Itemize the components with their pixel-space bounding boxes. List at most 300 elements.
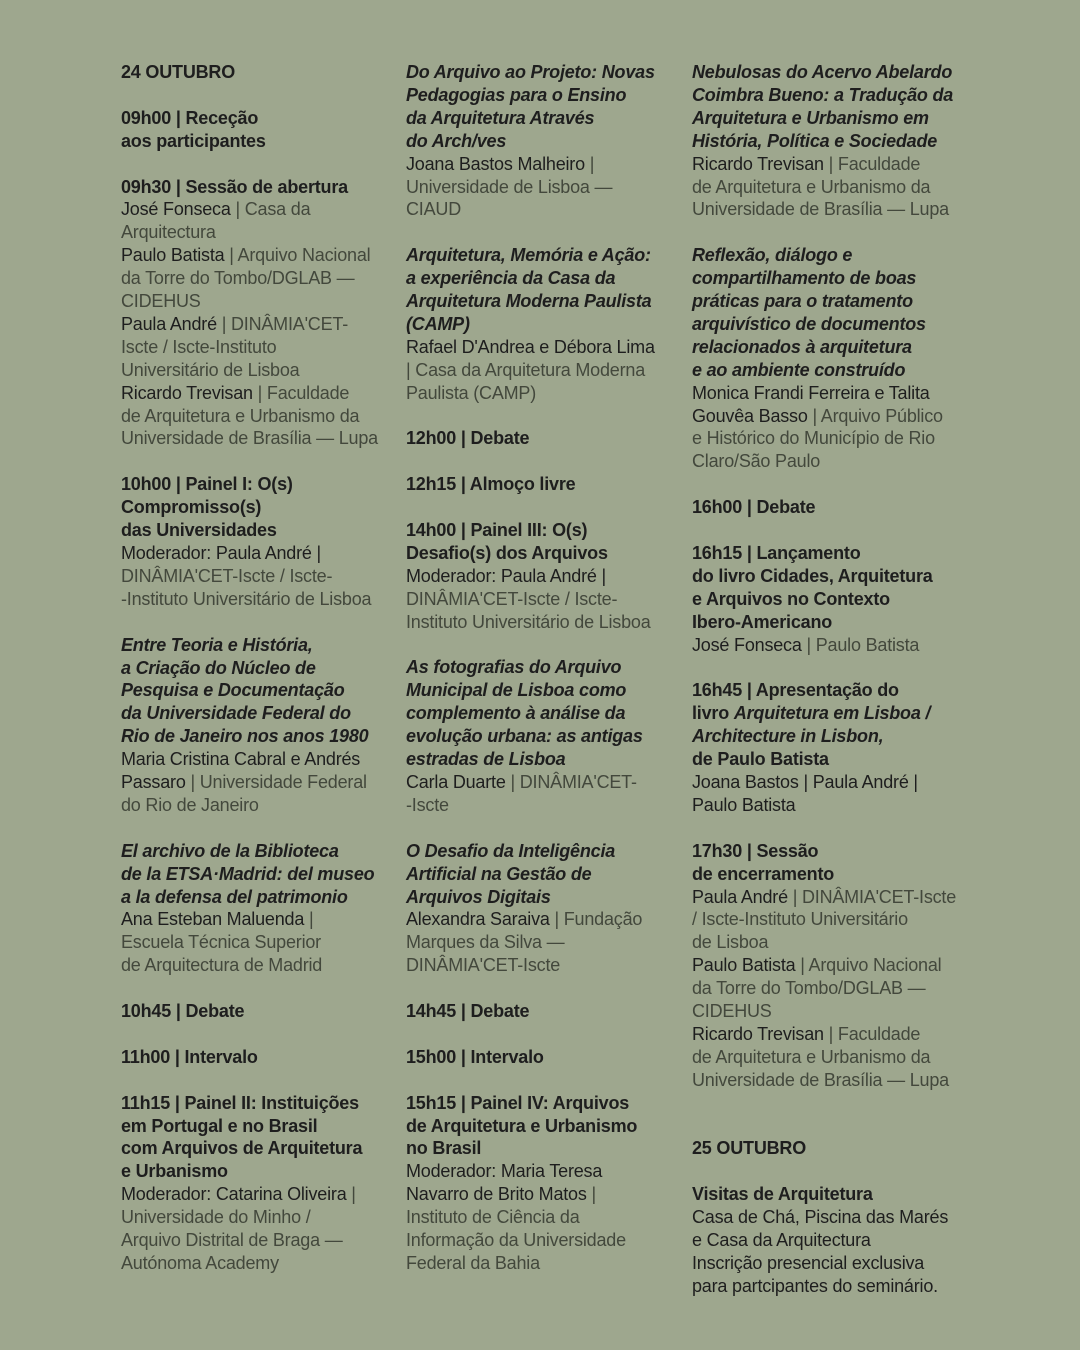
program-line: [692, 176, 982, 199]
affiliation-text: de Lisboa: [692, 932, 769, 953]
affiliation-text: Claro/São Paulo: [692, 451, 821, 472]
program-line: [121, 679, 403, 702]
program-line: [406, 267, 688, 290]
program-line: [406, 748, 688, 771]
speaker-text: Ricardo Trevisan: [692, 153, 824, 174]
talk-title-text: Rio de Janeiro nos anos 1980: [121, 726, 369, 747]
talk-title-text: Entre Teoria e História,: [121, 634, 313, 655]
affiliation-text: da Torre do Tombo/DGLAB —: [121, 268, 355, 289]
program-line: [692, 496, 982, 519]
affiliation-text: CIAUD: [406, 199, 462, 220]
program-line: [406, 1115, 688, 1138]
affiliation-text: Universidade de Lisboa —: [406, 176, 613, 197]
speaker-text: Passaro: [121, 772, 186, 793]
program-line: [692, 1252, 982, 1275]
program-line: [121, 1000, 403, 1023]
program-line: [692, 748, 982, 771]
program-line: [406, 1229, 688, 1252]
speaker-text: Casa de Chá, Piscina das Marés: [692, 1207, 949, 1228]
program-line: [406, 931, 688, 954]
program-entry: [406, 244, 688, 404]
affiliation-text: / Iscte-Instituto Universitário: [692, 909, 908, 930]
program-line: [692, 107, 982, 130]
talk-title-text: a Criação do Núcleo de: [121, 657, 316, 678]
program-line: [692, 908, 982, 931]
spacer: [692, 1115, 982, 1138]
program-line: [121, 1183, 403, 1206]
program-line: [406, 1183, 688, 1206]
program-line: [692, 542, 982, 565]
talk-title-text: (CAMP): [406, 313, 470, 334]
program-entry: [406, 1000, 688, 1023]
program-line: [406, 1160, 688, 1183]
program-line: [692, 427, 982, 450]
program-line: [692, 313, 982, 336]
heading-text: Compromisso(s): [121, 497, 262, 518]
program-line: [121, 1046, 403, 1069]
speaker-text: Paula André: [692, 886, 788, 907]
program-line: [121, 931, 403, 954]
program-line: [121, 1206, 403, 1229]
affiliation-text: DINÂMIA'CET-Iscte: [406, 955, 561, 976]
program-line: [406, 244, 688, 267]
program-line: [692, 359, 982, 382]
program-line: [121, 176, 403, 199]
program-line: [121, 519, 403, 542]
program-line: [406, 427, 688, 450]
program-line: [121, 359, 403, 382]
program-line: [406, 725, 688, 748]
talk-title-text: Pesquisa e Documentação: [121, 680, 345, 701]
program-line: [406, 656, 688, 679]
program-line: [121, 405, 403, 428]
affiliation-text: Escuela Técnica Superior: [121, 932, 321, 953]
speaker-text: Carla Duarte: [406, 772, 506, 793]
program-line: [121, 840, 403, 863]
program-line: [121, 130, 403, 153]
program-entry: [692, 1183, 982, 1298]
speaker-text: e Casa da Arquitectura: [692, 1230, 871, 1251]
heading-text: de encerramento: [692, 863, 835, 884]
program-line: [121, 657, 403, 680]
program-line: [692, 153, 982, 176]
program-line: [121, 771, 403, 794]
speaker-text: Moderador: Paula André |: [406, 565, 607, 586]
affiliation-text: de Arquitetura e Urbanismo da: [692, 1046, 931, 1067]
program-entry: [121, 473, 403, 610]
program-line: [121, 1252, 403, 1275]
program-entry: [406, 61, 688, 221]
program-entry: [692, 840, 982, 1092]
heading-text: 14h45 | Debate: [406, 1001, 530, 1022]
program-line: [692, 565, 982, 588]
speaker-text: Gouvêa Basso: [692, 405, 808, 426]
speaker-text: Moderador: Paula André |: [121, 542, 322, 563]
program-line: [692, 1275, 982, 1298]
talk-title-text: Nebulosas do Acervo Abelardo: [692, 62, 953, 82]
program-line: [406, 382, 688, 405]
program-line: [121, 794, 403, 817]
heading-text: livro: [692, 703, 734, 724]
program-line: [121, 565, 403, 588]
talk-title-text: de la ETSA·Madrid: del museo: [121, 863, 375, 884]
program-line: [406, 130, 688, 153]
program-line: [692, 336, 982, 359]
affiliation-text: | Faculdade: [823, 1023, 921, 1044]
heading-text: 11h00 | Intervalo: [121, 1046, 258, 1067]
affiliation-text: | Faculdade: [823, 153, 921, 174]
program-line: [406, 908, 688, 931]
program-line: [406, 588, 688, 611]
heading-text: 09h00 | Receção: [121, 107, 259, 128]
program-line: [121, 748, 403, 771]
talk-title-text: Municipal de Lisboa como: [406, 680, 627, 701]
speaker-text: Maria Cristina Cabral e Andrés: [121, 749, 361, 770]
talk-title-text: Arquivos Digitais: [406, 886, 551, 907]
talk-title-text: El archivo de la Biblioteca: [121, 840, 339, 861]
program-line: [406, 336, 688, 359]
program-line: [121, 702, 403, 725]
affiliation-text: Paulista (CAMP): [406, 382, 537, 403]
program-line: [692, 84, 982, 107]
program-line: [692, 290, 982, 313]
program-line: [406, 542, 688, 565]
program-line: [692, 244, 982, 267]
heading-text: 16h15 | Lançamento: [692, 542, 861, 563]
talk-title-text: Artificial na Gestão de: [406, 863, 592, 884]
heading-text: aos participantes: [121, 130, 266, 151]
talk-title-text: Coimbra Bueno: a Tradução da: [692, 84, 954, 105]
talk-title-text: da Universidade Federal do: [121, 703, 351, 724]
program-line: [406, 954, 688, 977]
program-line: [692, 977, 982, 1000]
program-line: [121, 382, 403, 405]
program-line: [121, 1137, 403, 1160]
program-line: [121, 588, 403, 611]
affiliation-text: | Universidade Federal: [185, 772, 367, 793]
affiliation-text: de Arquitetura e Urbanismo da: [121, 405, 360, 426]
talk-title-text: a experiência da Casa da: [406, 268, 616, 289]
affiliation-text: -Instituto Universitário de Lisboa: [121, 588, 372, 609]
heading-text: 12h15 | Almoço livre: [406, 474, 576, 495]
heading-text: 09h30 | Sessão de abertura: [121, 176, 348, 197]
speaker-text: Joana Bastos Malheiro: [406, 153, 585, 174]
program-entry: [406, 473, 688, 496]
heading-text: em Portugal e no Brasil: [121, 1115, 318, 1136]
program-line: [406, 84, 688, 107]
program-line: [121, 336, 403, 359]
affiliation-text: Universidade de Brasília — Lupa: [692, 199, 949, 220]
program-line: [692, 382, 982, 405]
affiliation-text: Informação da Universidade: [406, 1230, 626, 1251]
program-line: [692, 725, 982, 748]
program-entry: [692, 244, 982, 473]
heading-text: Ibero-Americano: [692, 611, 833, 632]
heading-text: 11h15 | Painel II: Instituições: [121, 1092, 359, 1113]
heading-text: 25 OUTUBRO: [692, 1138, 807, 1159]
program-line: [121, 61, 403, 84]
program-line: [121, 290, 403, 313]
program-line: [406, 313, 688, 336]
program-entry: [121, 107, 403, 153]
affiliation-text: | Paulo Batista: [801, 634, 920, 655]
program-line: [692, 863, 982, 886]
talk-title-text: evolução urbana: as antigas: [406, 726, 643, 747]
program-line: [692, 886, 982, 909]
speaker-text: Joana Bastos | Paula André |: [692, 772, 918, 793]
program-line: [121, 221, 403, 244]
program-line: [406, 611, 688, 634]
program-line: [692, 450, 982, 473]
program-line: [406, 565, 688, 588]
affiliation-text: de Arquitectura de Madrid: [121, 955, 323, 976]
program-entry: [121, 1092, 403, 1275]
program-line: [692, 794, 982, 817]
affiliation-text: Universidade do Minho /: [121, 1207, 311, 1228]
program-line: [692, 1206, 982, 1229]
talk-title-text: Arquitetura Moderna Paulista: [406, 291, 652, 312]
heading-text: das Universidades: [121, 520, 277, 541]
talk-title-text: arquivístico de documentos: [692, 313, 926, 334]
program-line: [406, 1206, 688, 1229]
program-line: [406, 702, 688, 725]
program-entry: [121, 176, 403, 451]
program-column-3: [692, 61, 982, 1321]
heading-text: com Arquivos de Arquitetura: [121, 1138, 363, 1159]
heading-text: 14h00 | Painel III: O(s): [406, 520, 588, 541]
program-entry: [121, 634, 403, 817]
affiliation-text: | Arquivo Nacional: [224, 245, 371, 266]
talk-title-text: Pedagogias para o Ensino: [406, 84, 627, 105]
program-line: [121, 198, 403, 221]
program-line: [406, 473, 688, 496]
heading-text: 10h45 | Debate: [121, 1001, 245, 1022]
program-line: [121, 1229, 403, 1252]
affiliation-text: Instituto Universitário de Lisboa: [406, 611, 651, 632]
program-line: [406, 198, 688, 221]
affiliation-text: Universitário de Lisboa: [121, 359, 300, 380]
program-line: [692, 1069, 982, 1092]
program-line: [406, 1252, 688, 1275]
speaker-text: Paula André: [121, 313, 217, 334]
talk-title-text: Do Arquivo ao Projeto: Novas: [406, 62, 655, 82]
affiliation-text: Universidade de Brasília — Lupa: [692, 1069, 949, 1090]
affiliation-text: CIDEHUS: [692, 1001, 772, 1022]
speaker-text: Navarro de Brito Matos: [406, 1184, 587, 1205]
heading-text: de Arquitetura e Urbanismo: [406, 1115, 638, 1136]
heading-text: 12h00 | Debate: [406, 428, 530, 449]
program-line: [406, 1137, 688, 1160]
program-line: [121, 542, 403, 565]
affiliation-text: | DINÂMIA'CET-: [505, 772, 637, 793]
program-line: [406, 519, 688, 542]
affiliation-text: | Fundação: [549, 909, 643, 930]
talk-title-text: estradas de Lisboa: [406, 749, 566, 770]
affiliation-text: | Arquivo Nacional: [795, 955, 942, 976]
talk-title-text: Arquitetura e Urbanismo em: [692, 107, 929, 128]
speaker-text: José Fonseca: [121, 199, 231, 220]
program-line: [406, 794, 688, 817]
program-entry: [406, 519, 688, 634]
program-line: [406, 359, 688, 382]
program-line: [692, 1229, 982, 1252]
affiliation-text: Federal da Bahia: [406, 1252, 540, 1273]
program-line: [406, 771, 688, 794]
talk-title-text: História, Política e Sociedade: [692, 130, 938, 151]
program-line: [121, 313, 403, 336]
program-line: [406, 1092, 688, 1115]
program-entry: [692, 496, 982, 519]
program-line: [406, 840, 688, 863]
program-line: [406, 290, 688, 313]
program-entry: [692, 1137, 982, 1160]
program-line: [406, 886, 688, 909]
heading-text: Desafio(s) dos Arquivos: [406, 542, 608, 563]
speaker-text: Inscrição presencial exclusiva: [692, 1253, 925, 1273]
program-line: [406, 107, 688, 130]
program-entry: [406, 840, 688, 977]
program-line: [692, 198, 982, 221]
speaker-text: Paulo Batista: [692, 955, 796, 976]
affiliation-text: Marques da Silva —: [406, 932, 565, 953]
program-entry: [121, 1046, 403, 1069]
program-entry: [406, 656, 688, 816]
speaker-text: para partcipantes do seminário.: [692, 1275, 938, 1296]
program-line: [121, 244, 403, 267]
program-line: [121, 725, 403, 748]
program-line: [406, 863, 688, 886]
program-line: [121, 886, 403, 909]
program-entry: [692, 61, 982, 221]
speaker-text: Ana Esteban Maluenda: [121, 909, 305, 930]
talk-title-text: O Desafio da Inteligência: [406, 840, 616, 861]
heading-text: 15h15 | Painel IV: Arquivos: [406, 1092, 630, 1113]
talk-title-text: compartilhamento de boas: [692, 268, 917, 289]
heading-text: 10h00 | Painel I: O(s): [121, 474, 293, 495]
program-line: [121, 908, 403, 931]
program-line: [406, 1000, 688, 1023]
heading-text: do livro Cidades, Arquitetura: [692, 565, 933, 586]
heading-text: no Brasil: [406, 1138, 482, 1159]
program-column-2: [406, 61, 688, 1298]
heading-text: 16h00 | Debate: [692, 497, 816, 518]
speaker-text: Ricardo Trevisan: [692, 1023, 824, 1044]
speaker-text: Alexandra Saraiva: [406, 909, 550, 930]
program-line: [692, 840, 982, 863]
affiliation-text: DINÂMIA'CET-Iscte / Iscte-: [406, 588, 618, 609]
program-line: [692, 954, 982, 977]
talk-title-text: relacionados à arquitetura: [692, 336, 912, 357]
affiliation-text: Arquivo Distrital de Braga —: [121, 1230, 343, 1251]
talk-title-text: e ao ambiente construído: [692, 359, 906, 380]
talk-title-text: da Arquitetura Através: [406, 107, 595, 128]
heading-text: e Urbanismo: [121, 1161, 228, 1182]
program-line: [692, 931, 982, 954]
affiliation-text: |: [346, 1184, 356, 1205]
program-entry: [406, 1092, 688, 1275]
program-line: [406, 153, 688, 176]
affiliation-text: | Faculdade: [252, 382, 350, 403]
affiliation-text: da Torre do Tombo/DGLAB —: [692, 978, 926, 999]
speaker-text: Monica Frandi Ferreira e Talita: [692, 382, 930, 403]
speaker-text: Moderador: Maria Teresa: [406, 1161, 603, 1182]
heading-text: 16h45 | Apresentação do: [692, 680, 899, 701]
talk-title-text: Architecture in Lisbon,: [692, 726, 884, 747]
program-line: [121, 107, 403, 130]
program-line: [406, 679, 688, 702]
affiliation-text: | DINÂMIA'CET-: [216, 313, 349, 334]
affiliation-text: Arquitectura: [121, 222, 216, 243]
program-line: [692, 1183, 982, 1206]
program-line: [406, 61, 688, 84]
program-line: [121, 954, 403, 977]
program-line: [121, 473, 403, 496]
talk-title-text: práticas para o tratamento: [692, 291, 913, 312]
talk-title-text: Reflexão, diálogo e: [692, 245, 853, 266]
program-line: [121, 427, 403, 450]
program-entry: [121, 840, 403, 977]
heading-text: e Arquivos no Contexto: [692, 588, 890, 609]
talk-title-text: do Arch/ves: [406, 130, 507, 151]
program-line: [692, 634, 982, 657]
affiliation-text: CIDEHUS: [121, 291, 201, 312]
affiliation-text: | Casa da: [230, 199, 311, 220]
program-line: [692, 588, 982, 611]
affiliation-text: | DINÂMIA'CET-Iscte: [787, 886, 957, 907]
speaker-text: Moderador: Catarina Oliveira: [121, 1184, 347, 1205]
program-line: [692, 1046, 982, 1069]
program-line: [692, 130, 982, 153]
speaker-text: Paulo Batista: [121, 245, 225, 266]
program-line: [692, 1137, 982, 1160]
affiliation-text: |: [304, 909, 314, 930]
program-line: [406, 1046, 688, 1069]
heading-text: 24 OUTUBRO: [121, 62, 236, 82]
program-line: [692, 771, 982, 794]
talk-title-text: Arquitetura, Memória e Ação:: [406, 245, 651, 266]
talk-title-text: As fotografias do Arquivo: [406, 657, 622, 678]
heading-text: Visitas de Arquitetura: [692, 1184, 873, 1205]
affiliation-text: Iscte / Iscte-Instituto: [121, 336, 277, 357]
program-line: [692, 61, 982, 84]
affiliation-text: |: [586, 1184, 596, 1205]
program-line: [692, 267, 982, 290]
affiliation-text: Autónoma Academy: [121, 1253, 279, 1273]
affiliation-text: Instituto de Ciência da: [406, 1207, 580, 1228]
program-line: [692, 405, 982, 428]
program-line: [121, 634, 403, 657]
program-line: [692, 679, 982, 702]
affiliation-text: Universidade de Brasília — Lupa: [121, 428, 378, 449]
program-entry: [121, 61, 403, 84]
affiliation-text: DINÂMIA'CET-Iscte / Iscte-: [121, 565, 333, 586]
affiliation-text: de Arquitetura e Urbanismo da: [692, 176, 931, 197]
heading-text: 17h30 | Sessão: [692, 840, 819, 861]
program-entry: [692, 542, 982, 657]
heading-text: 15h00 | Intervalo: [406, 1046, 544, 1067]
affiliation-text: do Rio de Janeiro: [121, 794, 259, 815]
talk-title-text: Arquitetura em Lisboa /: [733, 703, 931, 724]
program-entry: [406, 427, 688, 450]
speaker-text: Paulo Batista: [692, 794, 796, 815]
affiliation-text: | Arquivo Público: [807, 405, 943, 426]
talk-title-text: complemento à análise da: [406, 703, 626, 724]
program-line: [121, 1115, 403, 1138]
program-entry: [121, 1000, 403, 1023]
program-line: [121, 1160, 403, 1183]
program-entry: [692, 679, 982, 816]
affiliation-text: |: [584, 153, 595, 174]
